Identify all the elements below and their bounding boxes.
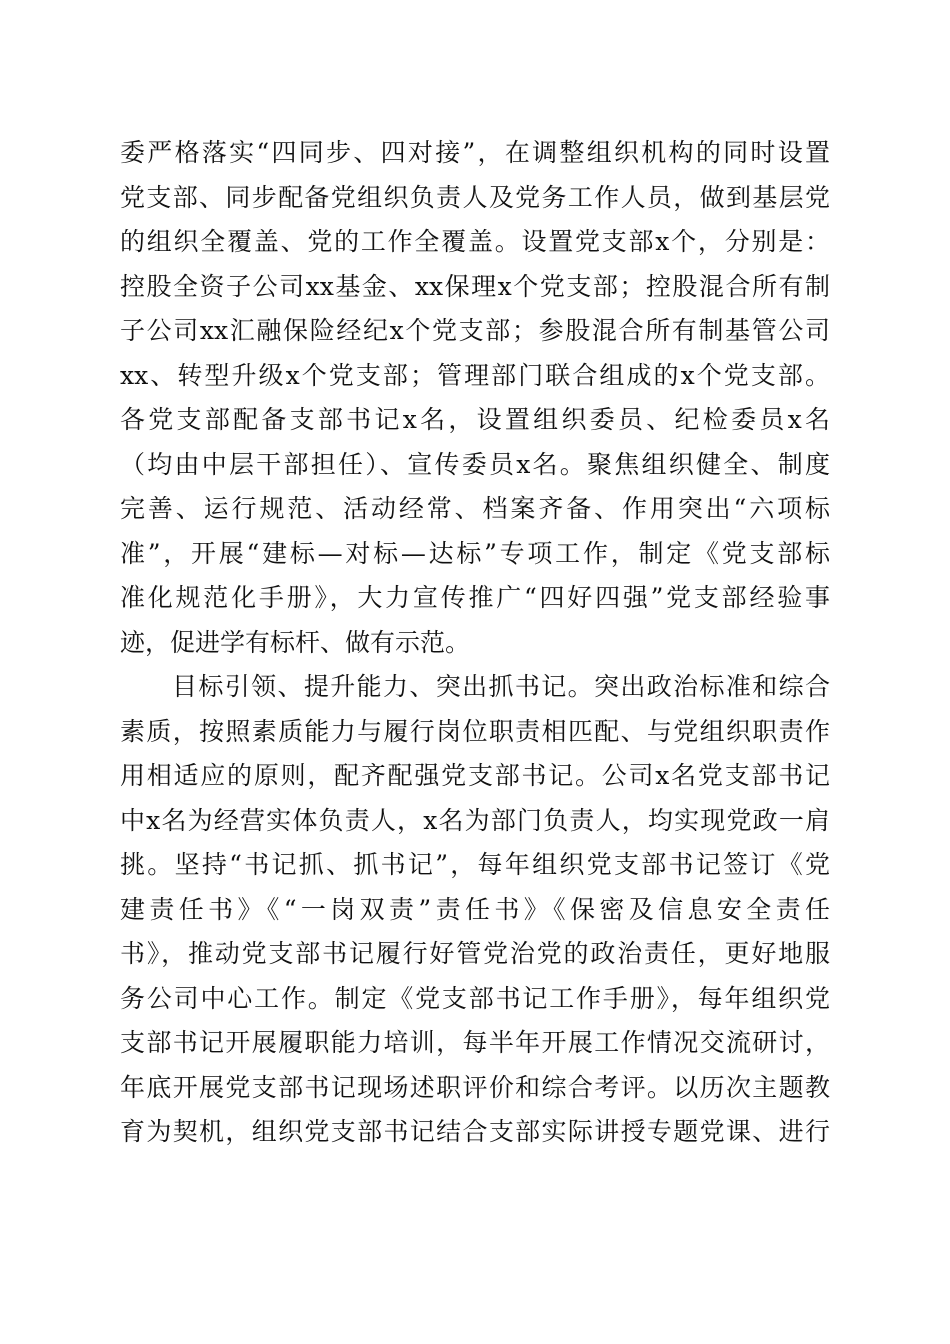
text-line: 准”，开展“建标—对标—达标”专项工作，制定《党支部标 <box>120 538 830 568</box>
text-line: 党支部、同步配备党组织负责人及党务工作人员，做到基层党 <box>120 182 830 212</box>
document-body <box>120 131 830 1155</box>
text-line: 育为契机，组织党支部书记结合支部实际讲授专题党课、进行 <box>120 1117 830 1146</box>
paragraph-branch-setup <box>120 131 830 665</box>
text-line: 书》，推动党支部书记履行好管党治党的政治责任，更好地服 <box>120 939 830 968</box>
text-line: 迹，促进学有标杆、做有示范。 <box>120 627 471 657</box>
text-line: xx、转型升级x个党支部；管理部门联合组成的x个党支部。 <box>120 360 830 390</box>
text-line: 子公司xx汇融保险经纪x个党支部；参股混合所有制基管公司 <box>120 316 830 345</box>
text-line: 控股全资子公司xx基金、xx保理x个党支部；控股混合所有制 <box>120 271 830 301</box>
text-line: 素质，按照素质能力与履行岗位职责相匹配、与党组织职责作 <box>120 716 830 746</box>
text-line: 年底开展党支部书记现场述职评价和综合考评。以历次主题教 <box>120 1072 830 1102</box>
text-line: 务公司中心工作。制定《党支部书记工作手册》，每年组织党 <box>120 983 830 1013</box>
text-line: 目标引领、提升能力、突出抓书记。突出政治标准和综合 <box>172 672 830 701</box>
text-line: 建责任书》《“一岗双责”责任书》《保密及信息安全责任 <box>120 894 830 924</box>
text-line: 各党支部配备支部书记x名，设置组织委员、纪检委员x名 <box>120 405 830 434</box>
paragraph-secretary-focus <box>120 665 830 1155</box>
text-line: 委严格落实“四同步、四对接”，在调整组织机构的同时设置 <box>120 138 830 167</box>
text-line: 中x名为经营实体负责人，x名为部门负责人，均实现党政一肩 <box>120 805 830 835</box>
text-line: 的组织全覆盖、党的工作全覆盖。设置党支部x个，分别是： <box>120 227 830 256</box>
text-line: 准化规范化手册》，大力宣传推广“四好四强”党支部经验事 <box>120 583 830 612</box>
text-line: 用相适应的原则，配齐配强党支部书记。公司x名党支部书记 <box>120 761 830 790</box>
text-line: 完善、运行规范、活动经常、档案齐备、作用突出“六项标 <box>120 494 830 523</box>
text-line: 支部书记开展履职能力培训，每半年开展工作情况交流研讨， <box>120 1028 830 1057</box>
text-line: （均由中层干部担任）、宣传委员x名。聚焦组织健全、制度 <box>120 449 830 479</box>
text-line: 挑。坚持“书记抓、抓书记”，每年组织党支部书记签订《党 <box>120 850 830 879</box>
